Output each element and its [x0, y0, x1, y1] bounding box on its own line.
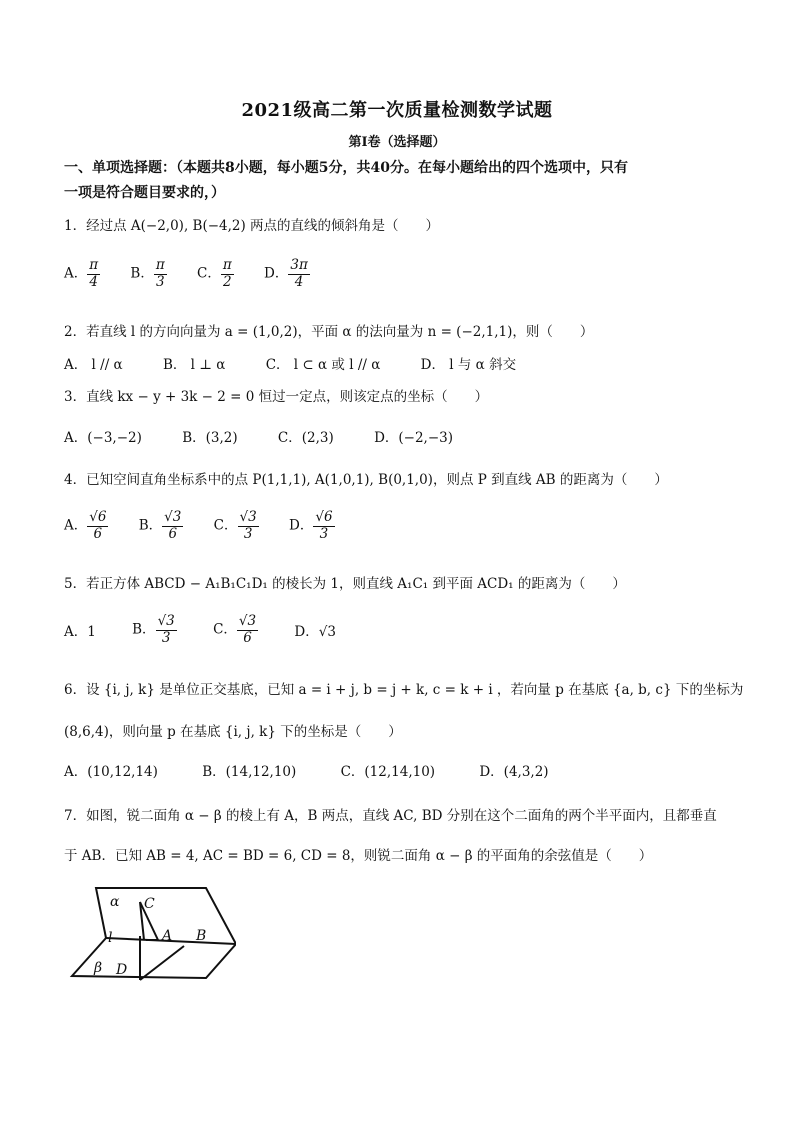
denominator: 6 [168, 525, 178, 542]
option-a: A．(10,12,14) [64, 764, 158, 780]
option-label: D． [289, 517, 314, 534]
question-3-options [64, 426, 754, 446]
numerator: π [222, 257, 232, 273]
option-c: C． l ⊂ α 或 l // α [265, 357, 381, 373]
fraction [238, 510, 259, 542]
option-c [197, 258, 234, 290]
numerator: √3 [164, 509, 182, 525]
question-4-options [64, 510, 754, 542]
question-6-stem-line1: 6．设 {i, j, k} 是单位正交基底，已知 a = i + j, b = j + k, c = k + i ，若向量 p 在基底 {a, b, c} 下的坐标为 [64, 682, 744, 698]
page-subtitle: 第Ⅰ卷（选择题） [348, 135, 446, 150]
section-heading-line2: 一项是符合题目要求的，） [64, 185, 225, 201]
label-l: l [108, 930, 113, 946]
denominator: 6 [243, 629, 252, 646]
option-b: B． l ⊥ α [162, 357, 226, 373]
option-label: A． [64, 265, 88, 282]
numerator: 3π [290, 257, 308, 273]
option-b [130, 258, 166, 290]
option-b: B．(14,12,10) [202, 764, 297, 780]
numerator: √3 [157, 613, 175, 629]
option-b [132, 614, 177, 646]
option-a: A． l // α [64, 357, 123, 373]
section-heading [64, 156, 754, 206]
fraction [87, 258, 100, 290]
question-1-options [64, 258, 754, 290]
denominator: 3 [319, 525, 329, 542]
fraction [221, 258, 234, 290]
fraction [313, 510, 334, 542]
question-5-stem: 5．若正方体 ABCD − A₁B₁C₁D₁ 的棱长为 1，则直线 A₁C₁ 到平面 ACD₁ 的距离为（ ） [64, 576, 626, 592]
label-beta: β [94, 960, 103, 976]
label-a: A [162, 928, 173, 944]
numerator: π [89, 257, 99, 273]
label-b: B [196, 928, 207, 944]
question-7-stem-line1: 7．如图，锐二面角 α − β 的棱上有 A，B 两点，直线 AC, BD 分别在这个二面角的两个半平面内，且都垂直 [64, 808, 717, 824]
option-d: D．(−2,−3) [374, 430, 454, 446]
denominator: 3 [161, 629, 171, 646]
option-d: D． l 与 α 斜交 [420, 357, 517, 373]
option-label: C． [213, 517, 238, 534]
option-c [213, 614, 258, 646]
option-d [264, 258, 310, 290]
option-label: C． [197, 265, 221, 282]
page-title: 2021级高二第一次质量检测数学试题 [241, 100, 553, 121]
option-b: B．(3,2) [182, 430, 238, 446]
question-4-stem: 4．已知空间直角坐标系中的点 P(1,1,1), A(1,0,1), B(0,1,0)，则点 P 到直线 AB 的距离为（ ） [64, 472, 668, 488]
option-a: A．(−3,−2) [64, 430, 142, 446]
question-1-stem: 1．经过点 A(−2,0), B(−4,2) 两点的直线的倾斜角是（ ） [64, 218, 440, 234]
denominator: 3 [155, 273, 165, 290]
denominator: 2 [223, 273, 232, 290]
denominator: 6 [93, 525, 103, 542]
dihedral-angle-figure [66, 882, 236, 990]
label-alpha: α [110, 894, 120, 910]
question-6-stem-line2: (8,6,4)，则向量 p 在基底 {i, j, k} 下的坐标是（ ） [64, 724, 402, 740]
option-a [64, 510, 108, 542]
denominator: 4 [89, 273, 98, 290]
option-label: B． [132, 621, 156, 638]
numerator: √3 [239, 509, 257, 525]
fraction [154, 258, 167, 290]
question-6-options [64, 760, 754, 780]
question-7-stem-line2: 于 AB．已知 AB = 4, AC = BD = 6, CD = 8，则锐二面角 α − β 的平面角的余弦值是（ ） [64, 848, 653, 864]
option-label: C． [213, 621, 237, 638]
question-2-stem: 2．若直线 l 的方向向量为 a = (1,0,2)，平面 α 的法向量为 n = (−2,1,1)，则（ ） [64, 324, 594, 340]
fraction [87, 510, 108, 542]
option-label: B． [138, 517, 163, 534]
fraction [162, 510, 183, 542]
label-c: C [144, 896, 155, 912]
line-bd [140, 946, 184, 980]
numerator: √3 [238, 613, 257, 629]
option-d: D．√3 [294, 624, 336, 641]
figure-labels [93, 894, 206, 978]
option-label: B． [130, 265, 154, 282]
option-d: D．(4,3,2) [479, 764, 549, 780]
option-c: C．(12,14,10) [340, 764, 436, 780]
option-label: A． [64, 517, 88, 534]
option-c [214, 510, 259, 542]
fraction [237, 614, 258, 646]
numerator: √6 [315, 509, 333, 525]
option-a [64, 258, 100, 290]
label-d: D [116, 962, 128, 978]
numerator: √6 [89, 509, 107, 525]
option-d [289, 510, 335, 542]
question-3-stem: 3．直线 kx − y + 3k − 2 = 0 恒过一定点，则该定点的坐标（ ） [64, 389, 489, 405]
option-label: D． [264, 265, 289, 282]
numerator: π [155, 257, 165, 273]
option-a: A．1 [64, 624, 96, 641]
option-c: C．(2,3) [277, 430, 334, 446]
section-heading-line1: 一、单项选择题：（本题共8小题，每小题5分，共40分。在每小题给出的四个选项中，只有 [64, 160, 628, 176]
question-5-options [64, 614, 754, 646]
denominator: 4 [294, 273, 304, 290]
question-2-options [64, 353, 754, 373]
fraction [288, 258, 309, 290]
fraction [156, 614, 177, 646]
option-b [139, 510, 184, 542]
denominator: 3 [243, 525, 253, 542]
